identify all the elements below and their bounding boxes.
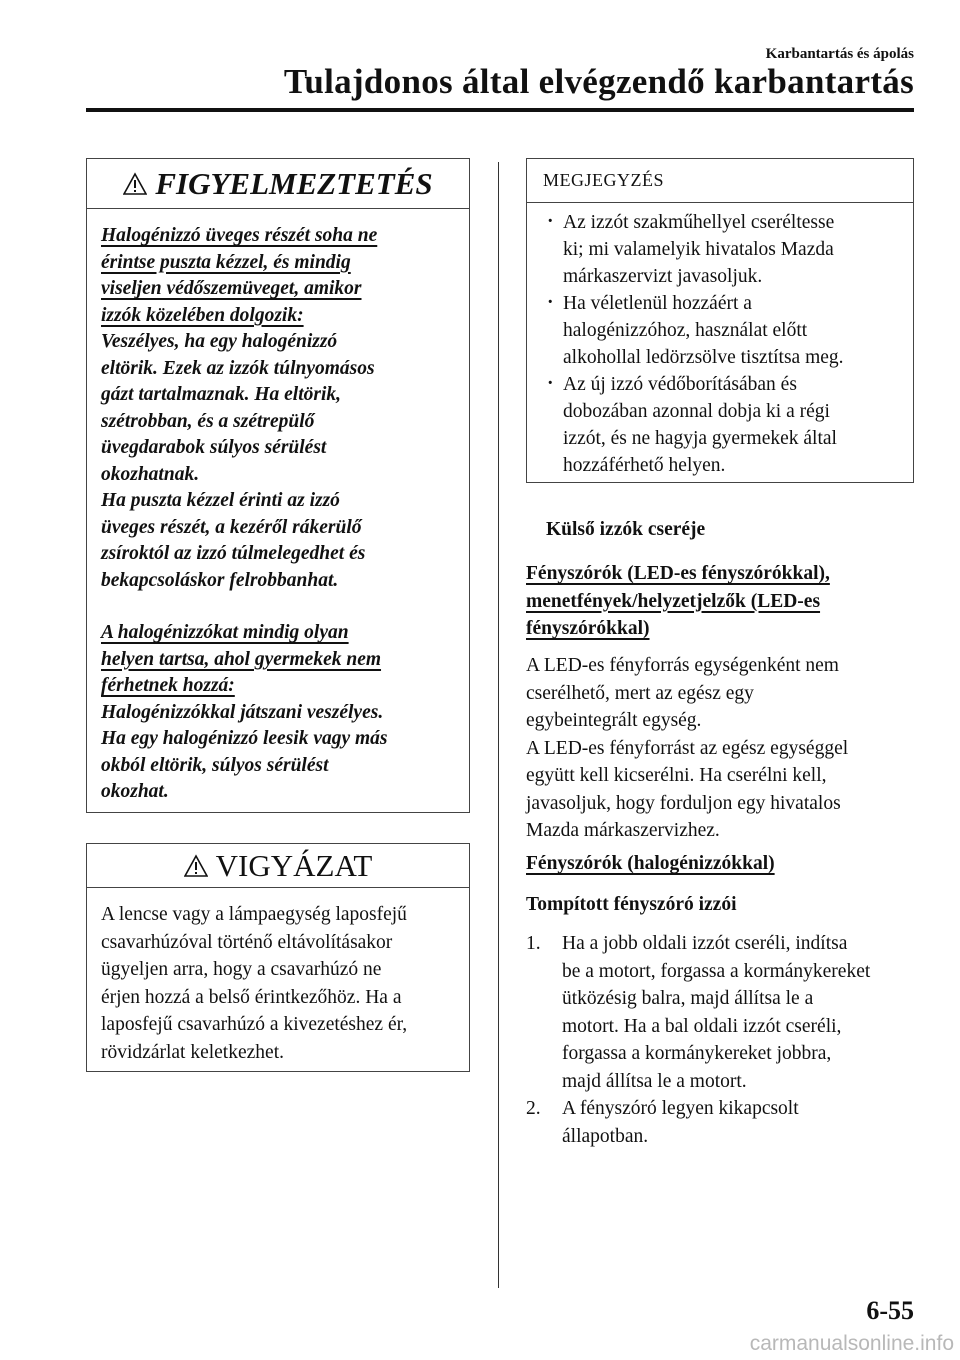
warning-body <box>87 209 469 806</box>
warning-text-line: eltörik. Ezek az izzók túlnyomásos <box>101 357 375 379</box>
note-label: MEGJEGYZÉS <box>543 170 664 190</box>
caution-box <box>86 843 470 1072</box>
warning-heading-line: izzók közelében dolgozik: <box>101 304 304 326</box>
step-item <box>526 1095 916 1150</box>
header-rule <box>86 108 914 112</box>
note-list <box>527 203 913 479</box>
subsection-heading-line: Fényszórók (LED-es fényszórókkal), <box>526 563 830 584</box>
section-title: Külső izzók cseréje <box>546 519 706 540</box>
step-line: Ha a jobb oldali izzót cseréli, indítsa <box>562 933 848 954</box>
warning-heading-line: viseljen védőszemüveget, amikor <box>101 278 362 299</box>
subsection-heading-line: menetfények/helyzetjelzők (LED-es <box>526 590 821 612</box>
page-title: Tulajdonos által elvégzendő karbantartás <box>283 62 914 101</box>
warning-heading-line: A halogénizzókat mindig olyan <box>101 622 349 643</box>
note-line: izzót, és ne hagyja gyermekek által <box>563 428 837 449</box>
warning-heading-line: férhetnek hozzá: <box>101 675 235 696</box>
caution-text-line: ügyeljen arra, hogy a csavarhúzó ne <box>101 959 382 980</box>
spacer <box>101 594 457 620</box>
note-line: dobozában azonnal dobja ki a régi <box>563 401 830 422</box>
warning-text-line: Halogénizzókkal játszani veszélyes. <box>101 701 384 723</box>
warning-text-line: okozhat. <box>101 781 169 802</box>
step-line: A fényszóró legyen kikapcsolt <box>562 1098 799 1119</box>
caution-text-line: csavarhúzóval történő eltávolításakor <box>101 931 393 953</box>
paragraph-line: Mazda márkaszervizhez. <box>526 820 720 841</box>
section-header: Karbantartás és ápolás <box>765 46 914 62</box>
warning-text-line: Veszélyes, ha egy halogénizzó <box>101 331 338 352</box>
warning-heading-line: érintse puszta kézzel, és mindig <box>101 251 351 273</box>
paragraph-line: cserélhető, mert az egész egy <box>526 682 754 704</box>
warning-text-line: zsíroktól az izzó túlmelegedhet és <box>101 543 366 564</box>
note-line: alkohollal ledörzsölve tisztítsa meg. <box>563 347 844 368</box>
watermark: carmanualsonline.info <box>749 1332 954 1355</box>
note-line: · Ha véletlenül hozzáért a <box>563 293 752 314</box>
warning-text-line: bekapcsoláskor felrobbanhat. <box>101 569 339 591</box>
paragraph-line: A LED-es fényforrás egységenként nem <box>526 655 839 676</box>
caution-text-line: laposfejű csavarhúzó a kivezetéshez ér, <box>101 1014 408 1035</box>
note-header <box>527 159 913 203</box>
page-number: 6-55 <box>866 1296 914 1325</box>
note-line: ki; mi valamelyik hivatalos Mazda <box>563 239 834 260</box>
warning-triangle-icon <box>123 172 147 196</box>
warning-text-line: üvegdarabok súlyos sérülést <box>101 437 327 458</box>
subsection-heading-line: fényszórókkal) <box>526 618 650 639</box>
warning-text-line: üveges részét, a kezéről rákerülő <box>101 516 362 538</box>
warning-text-line: okozhatnak. <box>101 463 200 485</box>
caution-text-line: rövidzárlat keletkezhet. <box>101 1041 284 1063</box>
warning-triangle-icon <box>184 854 208 878</box>
step-item <box>526 930 916 1095</box>
note-item <box>545 209 901 290</box>
subsection-heading-halogen: Fényszórók (halogénizzókkal) <box>526 853 775 874</box>
warning-header <box>87 159 469 209</box>
subsection-heading-led <box>526 560 916 643</box>
column-divider <box>498 162 499 1288</box>
paragraph-line: egybeintegrált egység. <box>526 710 702 731</box>
step-line: be a motort, forgassa a kormánykereket <box>562 960 871 982</box>
step-number: 1. <box>526 933 541 954</box>
note-item <box>545 290 901 371</box>
paragraph-line: együtt kell kicserélni. Ha cserélni kell, <box>526 765 827 786</box>
note-line: halogénizzóhoz, használat előtt <box>563 320 808 341</box>
warning-text-line: Ha puszta kézzel érinti az izzó <box>101 490 340 511</box>
warning-text-line: gázt tartalmaznak. Ha eltörik, <box>101 384 341 405</box>
warning-heading-line: Halogénizzó üveges részét soha ne <box>101 225 378 246</box>
note-line: · Az új izzó védőborításában és <box>563 374 797 395</box>
paragraph-line: A LED-es fényforrást az egész egységgel <box>526 737 849 759</box>
caution-label: VIGYÁZAT <box>215 847 373 883</box>
note-box <box>526 158 914 483</box>
caution-body <box>87 888 469 1066</box>
step-line: ütközésig balra, majd állítsa le a <box>562 988 814 1009</box>
steps-list <box>526 930 916 1150</box>
warning-label: FIGYELMEZTETÉS <box>155 165 433 201</box>
paragraph-line: javasoljuk, hogy forduljon egy hivatalos <box>526 792 841 814</box>
note-line: · Az izzót szakműhellyel cseréltesse <box>563 212 835 233</box>
step-line: forgassa a kormánykereket jobbra, <box>562 1043 832 1064</box>
warning-text-line: Ha egy halogénizzó leesik vagy más <box>101 728 388 749</box>
note-line: márkaszervizt javasoljuk. <box>563 266 763 287</box>
caution-header <box>87 844 469 888</box>
step-line: majd állítsa le a motort. <box>562 1070 747 1092</box>
led-paragraph <box>526 652 916 845</box>
warning-heading-line: helyen tartsa, ahol gyermekek nem <box>101 648 382 670</box>
note-item <box>545 371 901 479</box>
caution-text-line: érjen hozzá a belső érintkezőhöz. Ha a <box>101 986 402 1008</box>
subsection-heading-lowbeam: Tompított fényszóró izzói <box>526 894 737 915</box>
step-line: állapotban. <box>562 1125 649 1147</box>
caution-text-line: A lencse vagy a lámpaegység laposfejű <box>101 904 407 925</box>
step-line: motort. Ha a bal oldali izzót cseréli, <box>562 1015 842 1037</box>
warning-text-line: szétrobban, és a szétrepülő <box>101 410 315 432</box>
note-line: hozzáférhető helyen. <box>563 455 726 476</box>
step-number: 2. <box>526 1098 541 1119</box>
warning-text-line: okból eltörik, súlyos sérülést <box>101 754 329 776</box>
warning-box <box>86 158 470 813</box>
